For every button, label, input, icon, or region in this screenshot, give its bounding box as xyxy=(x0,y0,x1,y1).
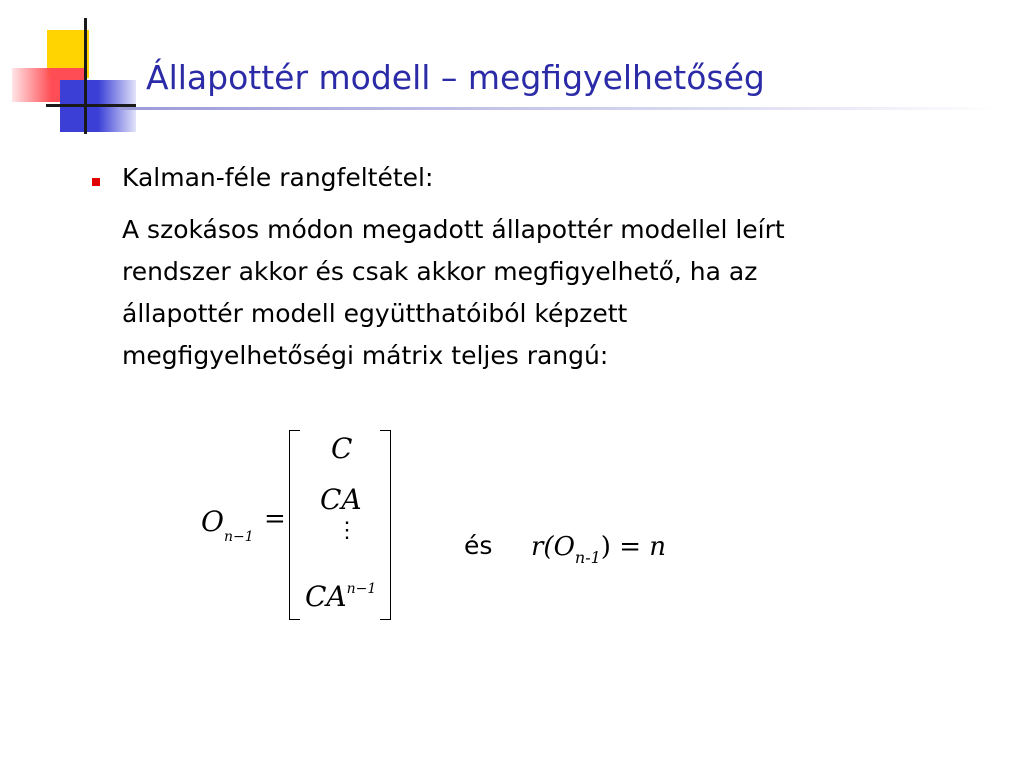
matrix-row xyxy=(305,580,376,613)
body-paragraph xyxy=(122,209,962,377)
matrix-row-ellipsis: ⋮ xyxy=(336,518,358,543)
decorative-logo xyxy=(0,0,150,140)
matrix-last-row-exponent: n−1 xyxy=(346,581,377,597)
formula-lhs-subscript: n−1 xyxy=(223,529,254,545)
conjunction-text: és xyxy=(464,531,493,560)
rank-value: n xyxy=(649,532,667,562)
logo-vertical-line xyxy=(84,18,87,134)
formula-lhs xyxy=(201,505,254,545)
matrix-row: CA xyxy=(320,483,362,516)
rank-symbol: O xyxy=(553,532,575,562)
paragraph-line: állapottér modell együtthatóiból képzett xyxy=(122,299,628,328)
formula-equals: = xyxy=(264,504,286,534)
rank-subscript: n-1 xyxy=(574,548,601,567)
bullet-text: Kalman-féle rangfeltétel: xyxy=(122,163,434,192)
title-underline xyxy=(120,107,1000,110)
matrix-left-bracket xyxy=(289,430,300,620)
rank-close: ) = xyxy=(600,532,650,562)
matrix-row: C xyxy=(331,432,353,465)
bullet-marker-icon xyxy=(92,178,100,186)
slide-title: Állapottér modell – megfigyelhetőség xyxy=(146,58,765,97)
matrix-right-bracket xyxy=(380,430,391,620)
paragraph-line: rendszer akkor és csak akkor megfigyelhető, ha az xyxy=(122,257,758,286)
rank-formula xyxy=(531,532,667,567)
formula-lhs-symbol: O xyxy=(201,505,224,538)
paragraph-line: megfigyelhetőségi mátrix teljes rangú: xyxy=(122,341,609,370)
matrix-last-row-base: CA xyxy=(305,580,347,613)
paragraph-line: A szokásos módon megadott állapottér modellel leírt xyxy=(122,215,785,244)
rank-function: r( xyxy=(531,532,554,562)
